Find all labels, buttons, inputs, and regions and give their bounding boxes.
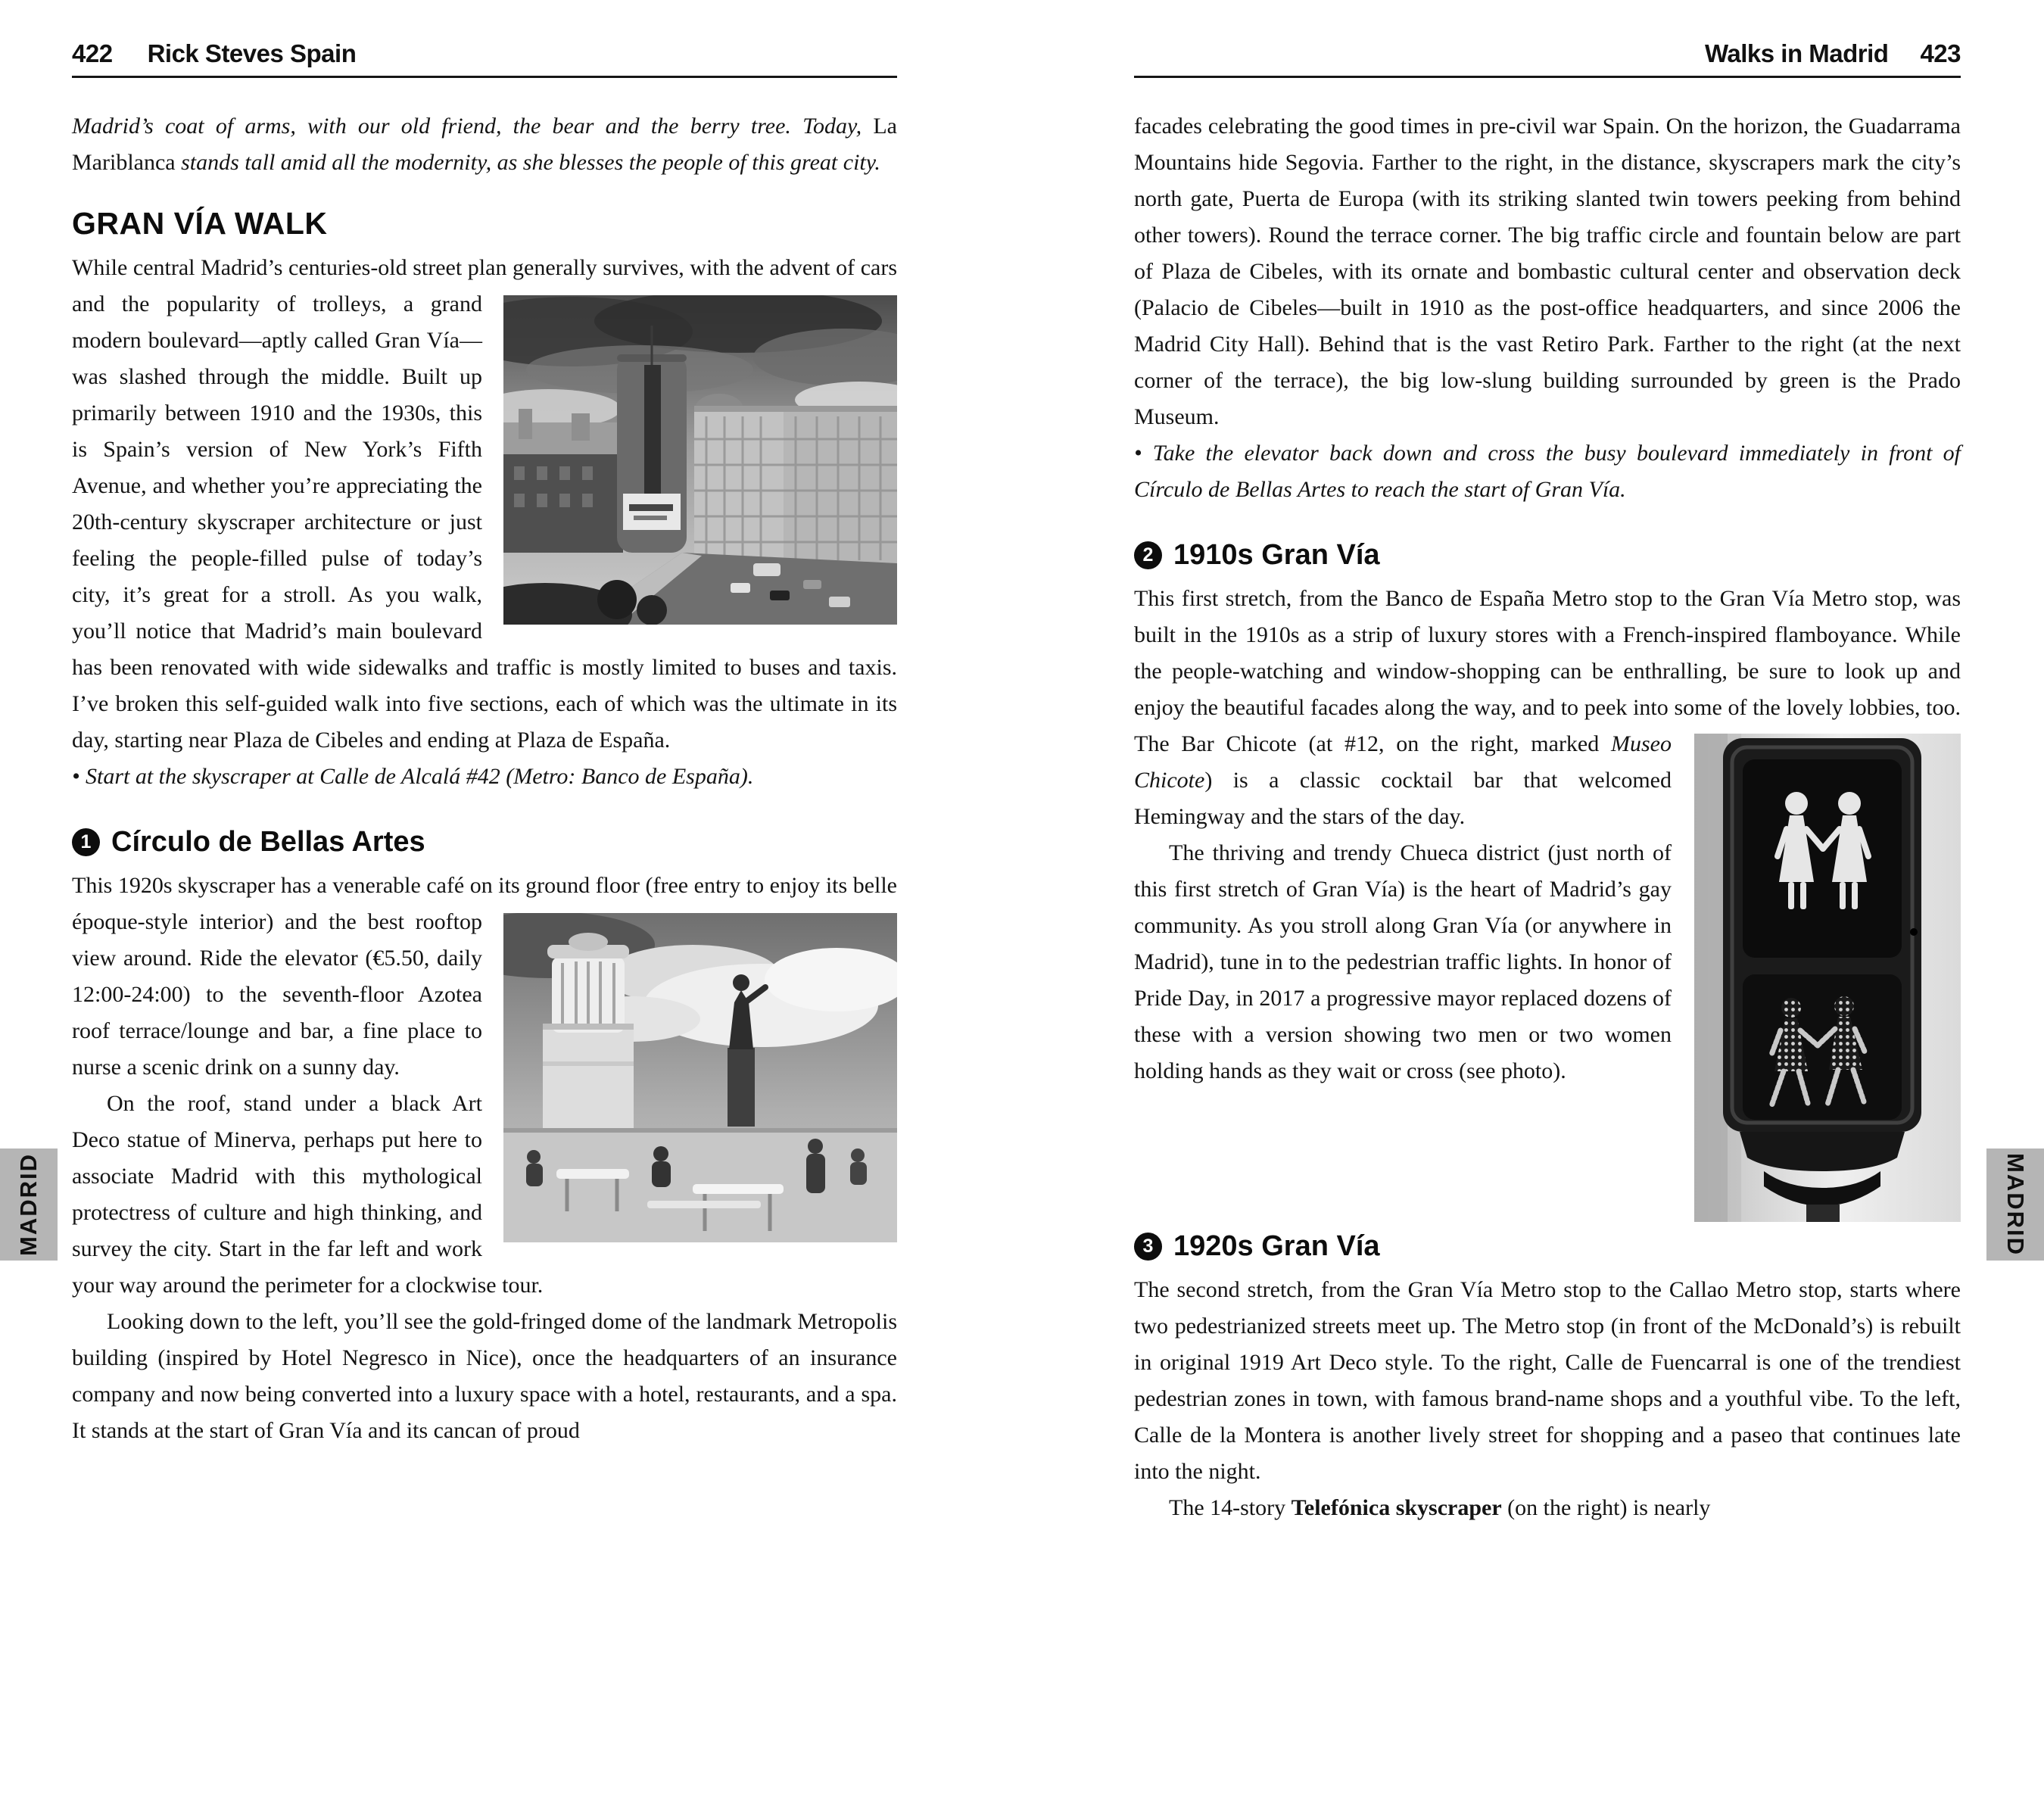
telefonica-text-pre: The 14-story — [1169, 1494, 1292, 1520]
paragraph-1910s — [1134, 581, 1961, 835]
left-page — [72, 39, 897, 1449]
stop-2-badge: 2 — [1134, 541, 1162, 569]
left-header-rule — [72, 76, 897, 78]
heading-1910s-label: 1910s Gran Vía — [1173, 539, 1380, 571]
gran-via-walk-heading: GRAN VÍA WALK — [72, 206, 328, 241]
madrid-chapter-tab-right-label: MADRID — [2002, 1153, 2029, 1256]
left-page-title: Rick Steves Spain — [147, 39, 357, 67]
right-header-rule — [1134, 76, 1961, 78]
madrid-chapter-tab-left — [0, 1148, 58, 1261]
text-1910s-before-photo: This first stretch, from the Banco de España Metro stop to the Gran Vía Metro stop, was built in the 1910s as a strip of luxury stores with a French-inspired flamboyance. While the people-watching and window-shopping can be enthralling, be sure to look up and enjoy the beautiful facades along the way, and to peek into some of the lovely lobbies, too. The Bar Chicote (at #12, on the — [1134, 585, 1961, 756]
madrid-chapter-tab-right — [1986, 1148, 2044, 1261]
circulo-heading-label: Círculo de Bellas Artes — [111, 826, 425, 859]
right-page — [1134, 39, 1961, 1526]
stop-1-badge: 1 — [72, 828, 100, 856]
circulo-heading — [72, 827, 897, 859]
chueca-paragraph: The thriving and trendy Chueca district (just north of this first stretch of Gran Vía) is the heart of Madrid’s gay community. As you stroll along Gran Vía (or anywhere in Madrid), tune in to the pedestrian traffic lights. In honor of Pride Day, in 2017 a progressive mayor replaced dozens of these with a version showing two men or two women holding hands as they wait or cross (see photo). — [1134, 840, 1672, 1083]
right-page-header — [1134, 39, 1961, 68]
walk-start-note: • Start at the skyscraper at Calle de Alcalá #42 (Metro: Banco de España). — [72, 764, 754, 790]
right-page-number: 423 — [1920, 39, 1961, 67]
right-page-title: Walks in Madrid — [1704, 39, 1889, 67]
paragraph-1920s: The second stretch, from the Gran Vía Metro stop to the Callao Metro stop, starts where two pedestrianized streets meet up. The Metro stop (in front of the McDonald’s) is rebuilt in original 1919 Art Deco style. To the right, Calle de Fuencarral is one of the trendiest pedestrian zones in town, with famous brand-name shops and a youthful vibe. To the left, Calle de la Montera is another lively street for shopping and a paseo that continues late into the night. — [1134, 1276, 1961, 1484]
stop-3-badge: 3 — [1134, 1233, 1162, 1261]
walk-text-before-photo: While central Madrid’s centuries-old street plan generally survives, with the advent of cars and the popularity of trolleys, a — [72, 255, 897, 317]
heading-1920s-label: 1920s Gran Vía — [1173, 1230, 1380, 1262]
elevator-note: • Take the elevator back down and cross the busy boulevard immediately in front of Círculo de Bellas Artes to reach the start of Gran Vía. — [1134, 441, 1961, 502]
roof-paragraph: On the roof, stand under a black Art Deco statue of Minerva, perhaps put here to associate Madrid with this mythological protectress of culture and high thinking, and survey the city. Start in the far left and work your way around the perimeter for a clockwise tour. — [72, 1090, 544, 1298]
right-page-body — [1134, 108, 1961, 1526]
intro-italic-2: stands tall amid all the modernity, as she blesses the people of this great city. — [175, 150, 880, 175]
continuation-paragraph: facades celebrating the good times in pre-civil war Spain. On the horizon, the Guadarrama Mountains hide Segovia. Farther to the right, in the distance, skyscrapers mark the city’s north gate, Puerta de Europa (with its striking slanted twin towers peeking from behind other towers). Round the terrace corner. The big traffic circle and fountain below are part of Plaza de Cibeles, with its ornate and bombastic cultural center and observation deck (Palacio de Cibeles—built in 1910 as the post-office headquarters, and since 2006 the Madrid City Hall). Behind that is the vast Retiro Park. Farther to the right (at the next corner of the terrace), the big low-slung building surrounded by green is the Prado Museum. — [1134, 114, 1961, 429]
telefonica-paragraph — [1134, 1490, 1961, 1526]
intro-roman: La Mariblanca — [72, 114, 897, 175]
left-page-header — [72, 39, 897, 68]
heading-1920s — [1134, 1231, 1961, 1263]
circulo-text-before-photo: This 1920s skyscraper has a venerable café on its ground floor (free entry to enjoy its belle époque-style interior) and the best rooftop — [72, 872, 897, 934]
madrid-chapter-tab-left-label: MADRID — [15, 1153, 42, 1256]
rooftop-terrace-photo — [503, 913, 897, 1242]
pedestrian-signal-photo — [1694, 734, 1961, 1222]
circulo-paragraph — [72, 868, 897, 1086]
text-1910s-after-photo-2: ) is a classic cocktail bar that welcomed Hemingway and the stars of the day. — [1134, 767, 1672, 829]
walk-text-after-photo: grand modern boulevard—aptly called Gran Vía—was slashed through the middle. Built up primarily between 1910 and the 1930s, this is Spain’s version of New York’s Fifth Avenue, and whether you’re appreciating the 20th-century skyscraper architecture or just feeling the people-filled pulse of today’s city, it’s great for a stroll. As you walk, you’ll notice that Madrid’s main boulevard has been renovated with wide sidewalks and traffic is mostly limited to buses and taxis. I’ve broken this self-guided walk into five sections, each of which was the ultimate in its day, starting near Plaza de Cibeles and ending at Plaza de España. — [72, 291, 897, 753]
telefonica-bold: Telefónica skyscraper — [1291, 1494, 1502, 1520]
left-page-number: 422 — [72, 39, 113, 67]
gran-via-street-photo — [503, 295, 897, 625]
text-1910s-after-photo-1: right, marked — [1470, 731, 1612, 756]
intro-paragraph — [72, 108, 897, 181]
heading-1910s — [1134, 540, 1961, 572]
left-page-body — [72, 108, 897, 1449]
intro-italic-1: Madrid’s coat of arms, with our old friend, the bear and the berry tree. Today, — [72, 114, 874, 139]
museo-chicote-italic: Museo Chicote — [1134, 731, 1672, 793]
looking-down-paragraph: Looking down to the left, you’ll see the gold-fringed dome of the landmark Metropolis building (inspired by Hotel Negresco in Nice), once the headquarters of an insurance company and now being converted into a luxury space with a hotel, restaurants, and a spa. It stands at the start of Gran Vía and its cancan of proud — [72, 1308, 897, 1443]
gran-via-walk-paragraph — [72, 250, 897, 759]
circulo-text-after-photo: view around. Ride the elevator (€5.50, daily 12:00-24:00) to the seventh-floor Azotea roof terrace/lounge and bar, a fine place to nurse a scenic drink on a sunny day. — [72, 945, 482, 1080]
telefonica-text-post: (on the right) is nearly — [1501, 1494, 1711, 1520]
